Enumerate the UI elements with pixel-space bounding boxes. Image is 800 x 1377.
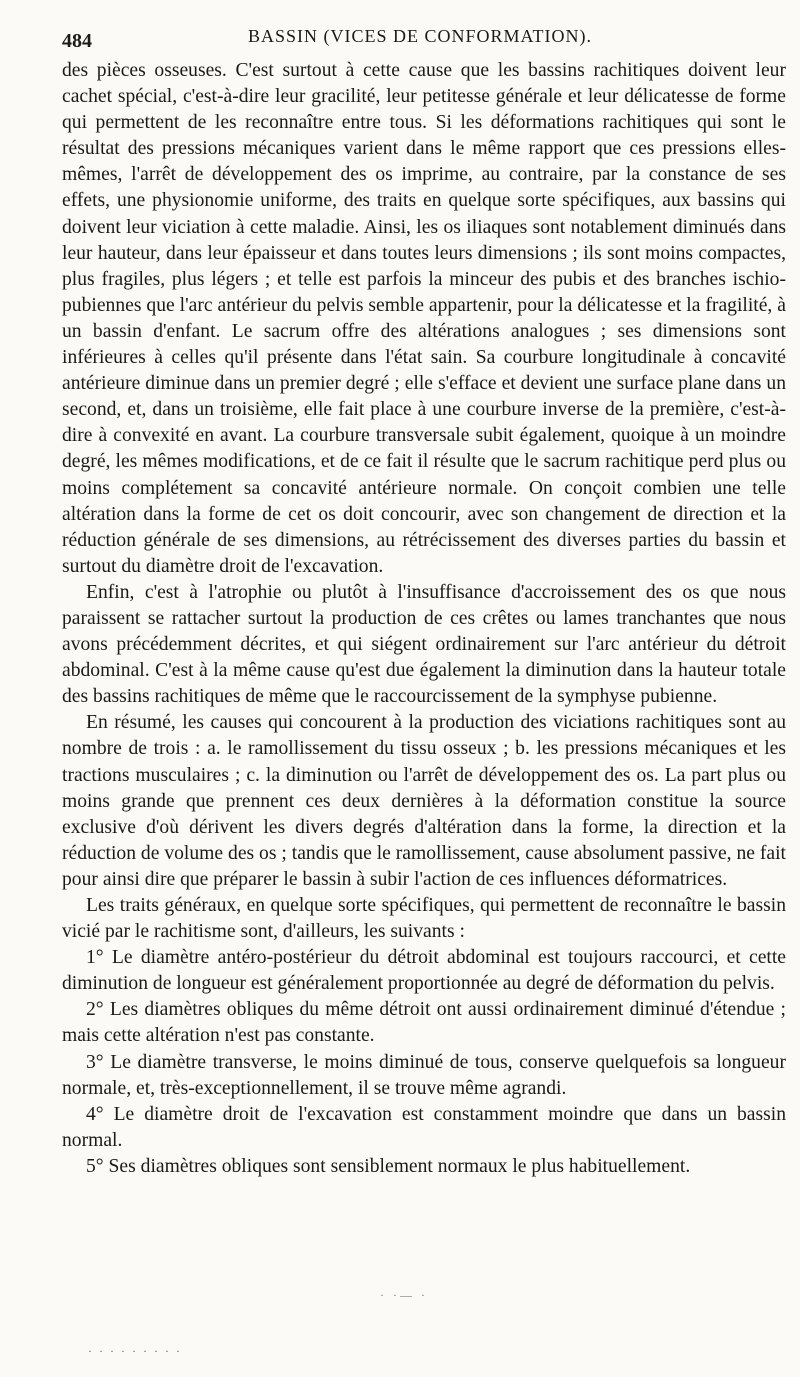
print-specks: · ·— · [380, 1288, 428, 1302]
page-header [62, 18, 786, 58]
running-head: BASSIN (VICES DE CONFORMATION). [248, 26, 593, 46]
list-item-4: 4° Le diamètre droit de l'excavation est constamment moindre que dans un bassin normal. [62, 1103, 786, 1151]
paragraph-traits: Les traits généraux, en quelque sorte spécifiques, qui permettent de reconnaître le bassin vicié par le rachitisme sont, d'ailleurs, les suivants : [62, 895, 786, 943]
list-item-1: 1° Le diamètre antéro-postérieur du détroit abdominal est toujours raccourci, et cette diminution de longueur est généralement proportionnée au degré de déformation du pelvis. [62, 947, 786, 995]
body-text [62, 58, 786, 1180]
list-item-3: 3° Le diamètre transverse, le moins diminué de tous, conserve quelquefois sa longueur normale, et, très-exceptionnellement, il se trouve même agrandi. [62, 1051, 786, 1099]
paragraph-continuation: des pièces osseuses. C'est surtout à cette cause que les bassins rachitiques doivent leur cachet spécial, c'est-à-dire leur gracilité, leur petitesse générale et leur délicatesse de forme qui permettent de les reconnaître entre tous. Si les déformations rachitiques qui sont le résultat des pressions mécaniques varient dans le même rapport que ces pressions elles-mêmes, l'arrêt de développement des os imprime, au contraire, par la constance de ses effets, une physionomie uniforme, des traits en quelque sorte spécifiques, aux bassins qui doivent leur viciation à cette maladie. Ainsi, les os iliaques sont notablement diminués dans leur hauteur, dans leur épaisseur et dans toutes leurs dimensions ; ils sont moins compactes, plus fragiles, plus légers ; et telle est parfois la minceur des pubis et des branches ischio-pubiennes que l'arc antérieur du pelvis semble appartenir, pour la délicatesse et la fragilité, à un bassin d'enfant. Le sacrum offre des altérations analogues ; ses dimensions sont inférieures à celles qu'il présente dans l'état sain. Sa courbure longitudinale à concavité antérieure diminue dans un premier degré ; elle s'efface et devient une surface plane dans un second, et, dans un troisième, elle fait place à une courbure inverse de la première, c'est-à-dire à convexité en avant. La courbure transversale subit également, quoique à un moindre degré, les mêmes modifications, et de ce fait il résulte que le sacrum rachitique perd plus ou moins complétement sa concavité antérieure normale. On conçoit combien une telle altération dans la forme de cet os doit concourir, avec son changement de direction et la réduction générale de ses dimensions, au rétrécissement des diverses parties du bassin et surtout du diamètre droit de l'excavation. [62, 60, 786, 577]
footer-dots: · · · · · · · · · [88, 1344, 182, 1358]
paragraph-atrophie: Enfin, c'est à l'atrophie ou plutôt à l'insuffisance d'accroissement des os que nous paraissent se rattacher surtout la production de ces crêtes ou lames tranchantes que nous avons précédemment décrites, et qui siégent ordinairement sur l'arc antérieur du détroit abdominal. C'est à la même cause qu'est due également la diminution dans la hauteur totale des bassins rachitiques de même que le raccourcissement de la symphyse pubienne. [62, 581, 786, 708]
page-number: 484 [62, 30, 92, 52]
list-item-5: 5° Ses diamètres obliques sont sensiblement normaux le plus habituellement. [86, 1155, 691, 1177]
list-item-2: 2° Les diamètres obliques du même détroit ont aussi ordinairement diminué d'étendue ; mais cette altération n'est pas constante. [62, 999, 786, 1047]
paragraph-resume: En résumé, les causes qui concourent à la production des viciations rachitiques sont au nombre de trois : a. le ramollissement du tissu osseux ; b. les pressions mécaniques et les tractions musculaires ; c. la diminution ou l'arrêt de développement des os. La part plus ou moins grande que prennent ces deux dernières à la déformation constitue la source exclusive d'où dérivent les divers degrés d'altération dans la forme, la direction et la réduction de volume des os ; tandis que le ramollissement, cause absolument passive, ne fait pour ainsi dire que préparer le bassin à subir l'action de ces influences déformatrices. [62, 712, 786, 890]
document-page [62, 18, 786, 1180]
